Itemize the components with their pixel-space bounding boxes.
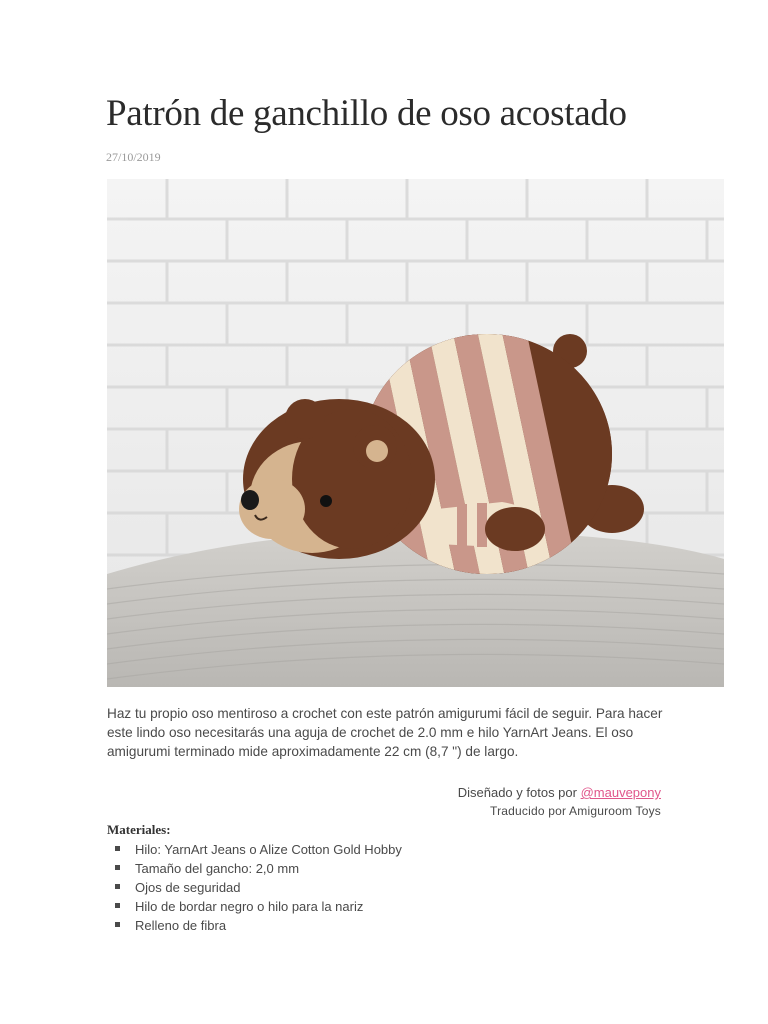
bullet-icon — [115, 865, 120, 870]
list-item-label: Relleno de fibra — [135, 918, 227, 933]
list-item — [115, 916, 402, 935]
intro-paragraph: Haz tu propio oso mentiroso a crochet con este patrón amigurumi fácil de seguir. Para hacer este lindo oso necesitarás una aguja de crochet de 2.0 mm e hilo YarnArt Jeans. El oso amigurumi terminado mide aproximadamente 22 cm (8,7 ") de largo. — [107, 706, 663, 759]
bullet-icon — [115, 922, 120, 927]
bullet-icon — [115, 903, 120, 908]
bullet-icon — [115, 884, 120, 889]
list-item — [115, 878, 402, 897]
list-item-label: Tamaño del gancho: 2,0 mm — [135, 861, 300, 876]
bullet-icon — [115, 846, 120, 851]
article-date: 27/10/2019 — [106, 150, 161, 164]
article-title: Patrón de ganchillo de oso acostado — [106, 93, 627, 134]
credit-prefix: Diseñado y fotos por — [457, 785, 581, 800]
list-item — [115, 897, 402, 916]
materials-heading: Materiales: — [107, 822, 171, 837]
list-item-label: Hilo: YarnArt Jeans o Alize Cotton Gold Hobby — [135, 842, 402, 857]
designer-link[interactable]: @mauvepony — [580, 785, 661, 800]
materials-list — [115, 840, 402, 935]
list-item — [115, 859, 402, 878]
bear-photo — [107, 179, 724, 687]
photo-credit — [458, 785, 661, 800]
list-item — [115, 840, 402, 859]
translation-credit: Traducido por Amiguroom Toys — [489, 804, 661, 818]
list-item-label: Ojos de seguridad — [135, 880, 241, 895]
list-item-label: Hilo de bordar negro o hilo para la nariz — [135, 899, 364, 914]
